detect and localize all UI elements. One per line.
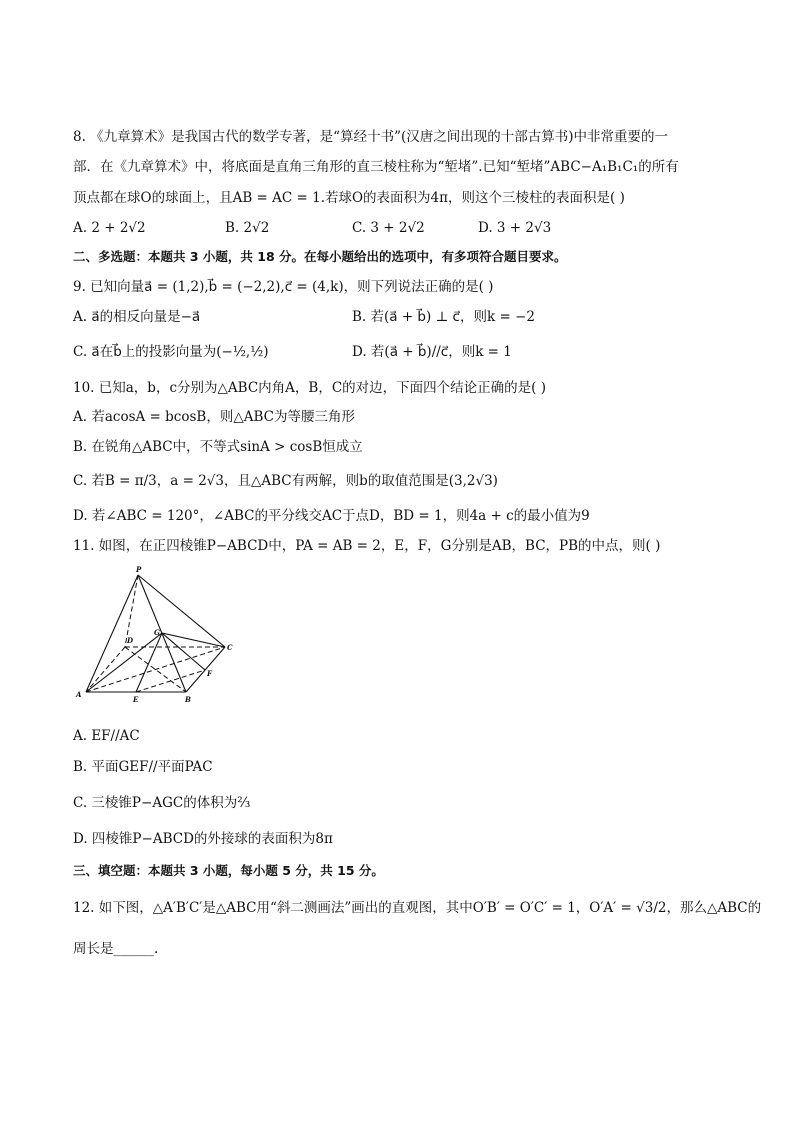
q11-stem: 11. 如图，在正四棱锥P−ABCD中，PA = AB = 2，E，F，G分别是AB，BC，PB的中点，则( ): [73, 538, 661, 554]
q10-option-c: C. 若B = π/3，a = 2√3，且△ABC有两解，则b的取值范围是(3,2√3): [73, 473, 498, 489]
q9-option-a: A. a⃗的相反向量是−a⃗: [73, 309, 201, 325]
q10-stem: 10. 已知a，b，c分别为△ABC内角A，B，C的对边，下面四个结论正确的是( ): [73, 380, 546, 396]
q11-option-a: A. EF//AC: [73, 728, 140, 744]
q8-option-d: D. 3 + 2√3: [478, 220, 552, 236]
pyramid-diagram: [73, 566, 233, 711]
label-b: B: [185, 695, 191, 704]
q8-line-3: 顶点都在球O的球面上，且AB = AC = 1.若球O的表面积为4π，则这个三棱柱的表面积是( ): [73, 190, 625, 206]
q8-option-c: C. 3 + 2√2: [352, 220, 425, 236]
q12-line-1: 12. 如下图，△A′B′C′是△ABC用“斜二测画法”画出的直观图，其中O′B′ = O′C′ = 1，O′A′ = √3/2，那么△ABC的: [73, 900, 762, 916]
q10-option-a: A. 若acosA = bcosB，则△ABC为等腰三角形: [73, 409, 355, 425]
q9-option-d: D. 若(a⃗ + b⃗)//c⃗，则k = 1: [352, 344, 512, 360]
pyramid-figure: [73, 566, 233, 711]
section-2-heading: 二、多选题：本题共 3 小题，共 18 分。在每小题给出的选项中，有多项符合题目要求。: [73, 249, 567, 264]
q10-option-d: D. 若∠ABC = 120°，∠ABC的平分线交AC于点D，BD = 1，则4a + c的最小值为9: [73, 508, 590, 524]
label-a: A: [76, 690, 82, 699]
q8-line-1: 8. 《九章算术》是我国古代的数学专著，是“算经十书”(汉唐之间出现的十部古算书)中非常重要的一: [73, 129, 669, 145]
q11-option-d: D. 四棱锥P−ABCD的外接球的表面积为8π: [73, 831, 333, 847]
label-g: G: [154, 628, 160, 637]
q12-line-2: 周长是______.: [73, 941, 159, 957]
q10-option-b: B. 在锐角△ABC中，不等式sinA > cosB恒成立: [73, 439, 363, 455]
q9-option-c: C. a⃗在b⃗上的投影向量为(−½,½): [73, 344, 269, 360]
q8-line-2: 部．在《九章算术》中，将底面是直角三角形的直三棱柱称为“堑堵”.已知“堑堵”ABC−A₁B₁C₁的所有: [73, 159, 679, 175]
q11-option-c: C. 三棱锥P−AGC的体积为⅔: [73, 795, 251, 811]
q8-option-b: B. 2√2: [225, 220, 270, 236]
label-d: D: [127, 636, 134, 645]
q11-option-b: B. 平面GEF//平面PAC: [73, 759, 213, 775]
label-e: E: [133, 695, 139, 704]
q8-option-a: A. 2 + 2√2: [73, 220, 146, 236]
q9-option-b: B. 若(a⃗ + b⃗) ⊥ c⃗，则k = −2: [352, 309, 535, 325]
label-p: P: [136, 566, 142, 574]
section-3-heading: 三、填空题：本题共 3 小题，每小题 5 分，共 15 分。: [73, 863, 384, 878]
label-c: C: [227, 643, 233, 652]
label-f: F: [207, 669, 212, 678]
q9-stem: 9. 已知向量a⃗ = (1,2),b⃗ = (−2,2),c⃗ = (4,k)，则下列说法正确的是( ): [73, 279, 494, 295]
